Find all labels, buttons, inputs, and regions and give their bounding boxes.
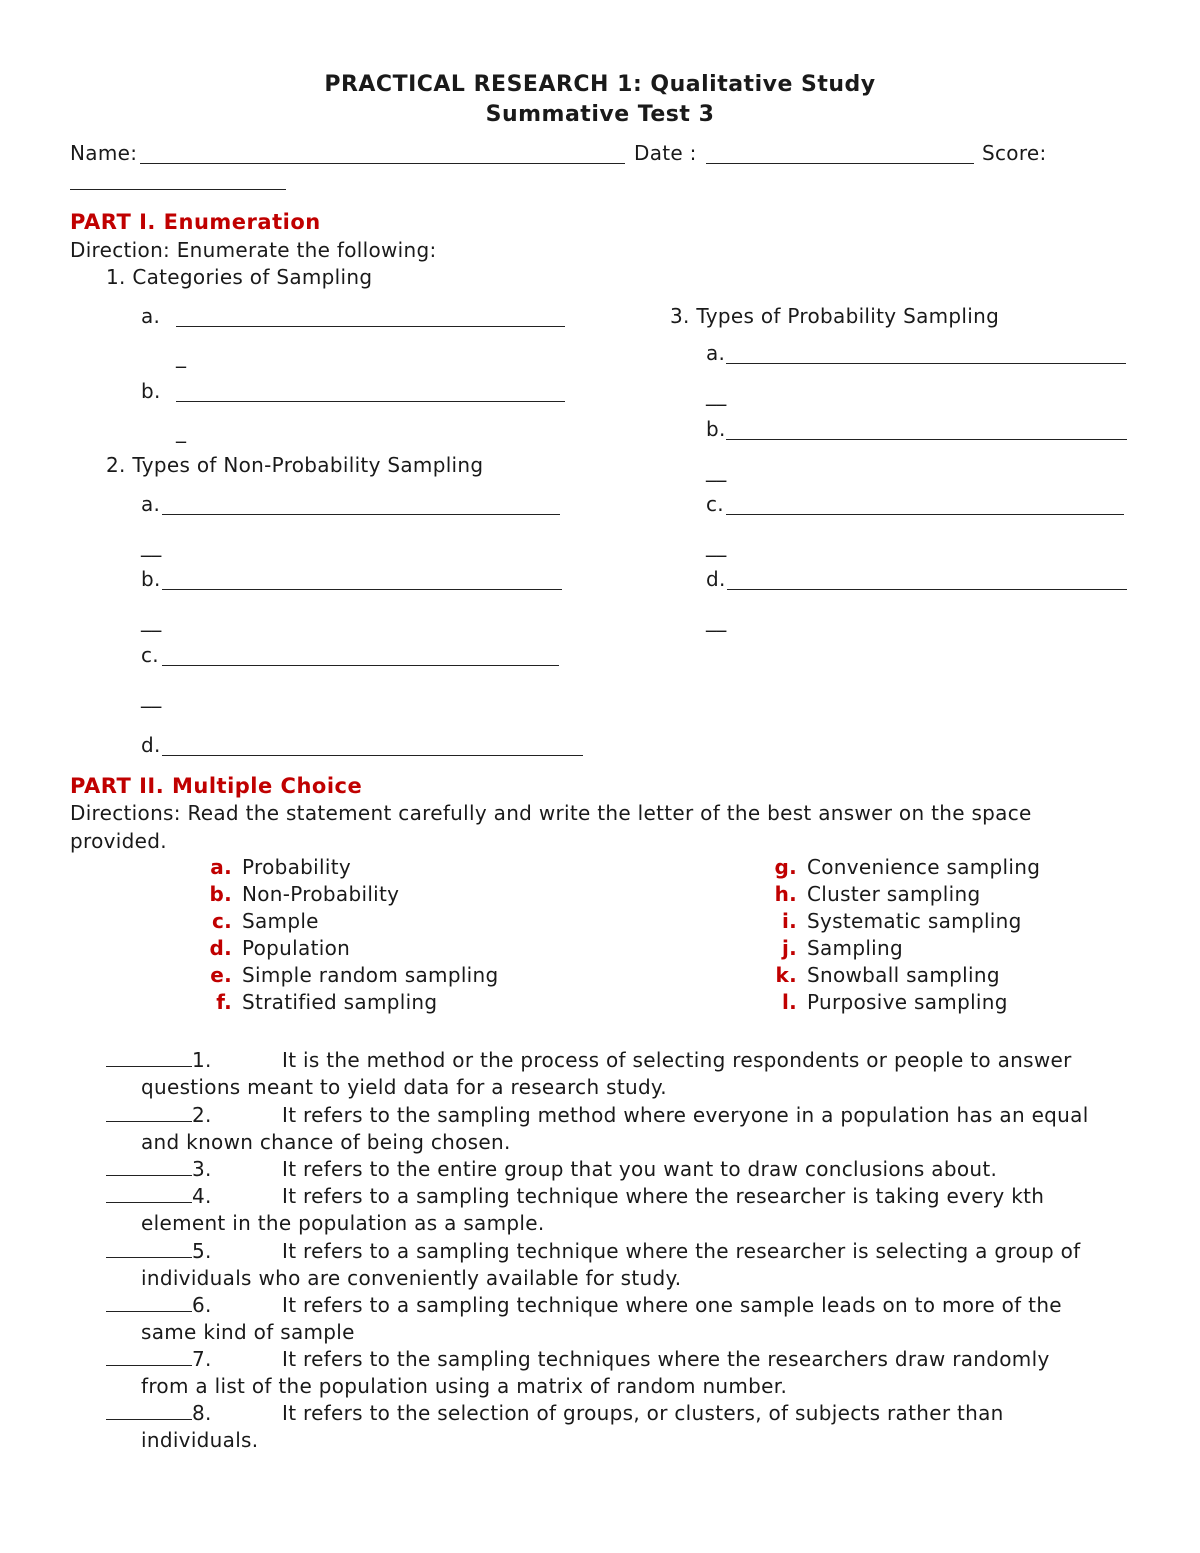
- enum-2c-tick: __: [141, 684, 162, 708]
- enum-3d-letter: d.: [706, 567, 726, 591]
- choice-c: c. Sample: [211, 909, 319, 933]
- choice-a: a. Probability: [210, 855, 352, 879]
- choice-l: l. Purposive sampling: [781, 990, 1008, 1014]
- enum-2c-blank[interactable]: [162, 665, 559, 666]
- enum-2d-letter: d.: [141, 733, 161, 757]
- enum-3a-blank[interactable]: [726, 363, 1126, 364]
- choices-left: [198, 854, 499, 1016]
- enum-3d-tick: __: [706, 608, 727, 632]
- answer-blank[interactable]: [106, 1401, 192, 1420]
- choice-b: b. Non-Probability: [209, 882, 400, 906]
- question-8: 8. It refers to the selection of groups, or clusters, of subjects rather than individuals.: [106, 1400, 1136, 1454]
- page-title: PRACTICAL RESEARCH 1: Qualitative Study: [324, 72, 876, 97]
- enum-item-3-label: 3. Types of Probability Sampling: [670, 304, 1000, 328]
- enum-2a-blank[interactable]: [162, 514, 560, 515]
- part1-direction: Direction: Enumerate the following:: [70, 238, 437, 262]
- enum-1b-letter: b.: [141, 379, 161, 403]
- enum-2a-tick: __: [141, 533, 162, 557]
- answer-blank[interactable]: [106, 1184, 192, 1203]
- enum-2b-tick: __: [141, 608, 162, 632]
- name-field[interactable]: [140, 163, 625, 164]
- date-field[interactable]: [706, 163, 974, 164]
- choice-e: e. Simple random sampling: [210, 963, 499, 987]
- question-4: 4. It refers to a sampling technique where the researcher is taking every kth element in the population as a sample.: [106, 1183, 1136, 1237]
- enum-item-1-label: 1. Categories of Sampling: [106, 265, 373, 289]
- date-label: Date :: [634, 141, 697, 165]
- part2-heading: PART II. Multiple Choice: [70, 774, 363, 798]
- enum-2a-letter: a.: [141, 492, 161, 516]
- choices-right: [763, 854, 1040, 1016]
- answer-blank[interactable]: [106, 1048, 192, 1067]
- question-5: 5. It refers to a sampling technique where the researcher is selecting a group of individuals who are conveniently available for study.: [106, 1238, 1136, 1292]
- choice-f: f. Stratified sampling: [216, 990, 438, 1014]
- choice-i: i. Systematic sampling: [781, 909, 1022, 933]
- name-label: Name:: [70, 141, 138, 165]
- enum-2b-blank[interactable]: [162, 589, 562, 590]
- choice-k: k. Snowball sampling: [775, 963, 1000, 987]
- part2-direction-line1: Directions: Read the statement carefully and write the letter of the best answer on the space: [70, 801, 1032, 825]
- score-field[interactable]: [70, 189, 286, 190]
- enum-1b-tick: _: [176, 419, 187, 443]
- enum-1b-blank[interactable]: [176, 401, 565, 402]
- enum-2b-letter: b.: [141, 567, 161, 591]
- answer-blank[interactable]: [106, 1293, 192, 1312]
- enum-2c-letter: c.: [141, 643, 159, 667]
- question-6: 6. It refers to a sampling technique where one sample leads on to more of the same kind of sample: [106, 1292, 1136, 1346]
- enum-item-2-label: 2. Types of Non-Probability Sampling: [106, 453, 484, 477]
- enum-3b-letter: b.: [706, 417, 726, 441]
- answer-blank[interactable]: [106, 1347, 192, 1366]
- page-subtitle: Summative Test 3: [485, 102, 715, 127]
- part2-direction-line2: provided.: [70, 829, 167, 853]
- answer-blank[interactable]: [106, 1239, 192, 1258]
- choice-j: j. Sampling: [781, 936, 904, 960]
- enum-3c-blank[interactable]: [726, 514, 1124, 515]
- enum-3d-blank[interactable]: [727, 589, 1127, 590]
- part1-heading: PART I. Enumeration: [70, 210, 321, 234]
- score-label: Score:: [982, 141, 1047, 165]
- enum-1a-letter: a.: [141, 304, 161, 328]
- question-7: 7. It refers to the sampling techniques where the researchers draw randomly from a list of the population using a matrix of random number.: [106, 1346, 1136, 1400]
- enum-3b-tick: __: [706, 458, 727, 482]
- question-2: 2. It refers to the sampling method where everyone in a population has an equal and known chance of being chosen.: [106, 1102, 1136, 1156]
- enum-1a-tick: _: [176, 344, 187, 368]
- enum-1a-blank[interactable]: [176, 326, 565, 327]
- choice-d: d. Population: [209, 936, 351, 960]
- choice-g: g. Convenience sampling: [774, 855, 1041, 879]
- enum-2d-blank[interactable]: [162, 755, 583, 756]
- enum-3c-tick: __: [706, 533, 727, 557]
- question-3: 3. It refers to the entire group that you want to draw conclusions about.: [106, 1156, 1136, 1183]
- enum-3a-letter: a.: [706, 341, 726, 365]
- question-1: 1. It is the method or the process of selecting respondents or people to answer questions meant to yield data for a research study.: [106, 1047, 1136, 1101]
- enum-3b-blank[interactable]: [726, 439, 1127, 440]
- answer-blank[interactable]: [106, 1103, 192, 1122]
- choice-h: h. Cluster sampling: [774, 882, 981, 906]
- enum-3c-letter: c.: [706, 492, 724, 516]
- enum-3a-tick: __: [706, 382, 727, 406]
- answer-blank[interactable]: [106, 1157, 192, 1176]
